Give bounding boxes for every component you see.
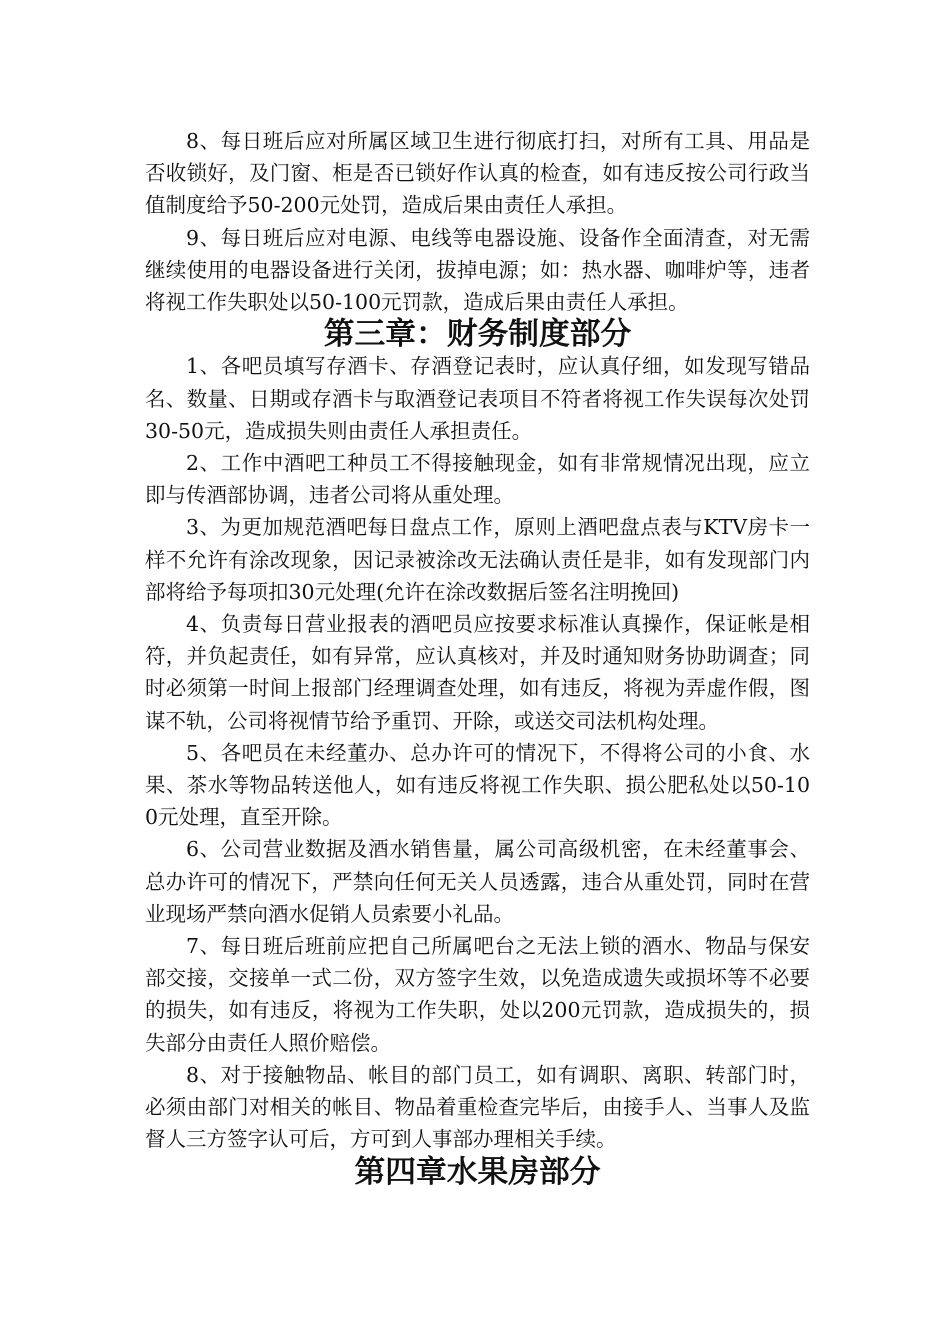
paragraph-item-9: 9、每日班后应对电源、电线等电器设施、设备作全面清查，对无需继续使用的电器设备进行关闭，拔掉电源；如：热水器、咖啡炉等，违者将视工作失职处以50-100元罚款，造成后果由责任人承担。 [145,225,810,315]
chapter-3-item-5: 5、各吧员在未经董办、总办许可的情况下，不得将公司的小食、水果、茶水等物品转送他人，如有违反将视工作失职、损公肥私处以50-100元处理，直至开除。 [145,740,810,830]
chapter-3-title: 第三章：财务制度部分 [323,316,632,353]
chapter-3-item-2: 2、工作中酒吧工种员工不得接触现金，如有非常规情况出现，应立即与传酒部协调，违者公司将从重处理。 [145,451,810,508]
chapter-3-item-7: 7、每日班后班前应把自己所属吧台之无法上锁的酒水、物品与保安部交接，交接单一式二份，双方签字生效，以免造成遗失或损坏等不必要的损失，如有违反，将视为工作失职，处以200元罚款，造成损失的，损失部分由责任人照价赔偿。 [145,934,810,1055]
paragraph-item-8: 8、每日班后应对所属区域卫生进行彻底打扫，对所有工具、用品是否收锁好，及门窗、柜是否已锁好作认真的检查，如有违反按公司行政当值制度给予50-200元处罚，造成后果由责任人承担。 [145,129,810,218]
chapter-3-item-3: 3、为更加规范酒吧每日盘点工作，原则上酒吧盘点表与KTV房卡一样不允许有涂改现象，因记录被涂改无法确认责任是非，如有发现部门内部将给予每项扣30元处理(允许在涂改数据后签名注明挽回) [145,515,810,604]
document-page [145,125,810,1188]
chapter-3-item-8: 8、对于接触物品、帐目的部门员工，如有调职、离职、转部门时，必须由部门对相关的帐目、物品着重检查完毕后，由接手人、当事人及监督人三方签字认可后，方可到人事部办理相关手续。 [145,1062,810,1152]
chapter-3-item-1: 1、各吧员填写存酒卡、存酒登记表时，应认真仔细，如发现写错品名、数量、日期或存酒卡与取酒登记表项目不符者将视工作失误每次处罚30-50元，造成损失则由责任人承担责任。 [145,354,810,443]
chapter-3-item-4: 4、负责每日营业报表的酒吧员应按要求标准认真操作，保证帐是相符，并负起责任，如有异常，应认真核对，并及时通知财务协助调查；同时必须第一时间上报部门经理调查处理，如有违反，将视为弄虚作假，图谋不轨，公司将视情节给予重罚、开除，或送交司法机构处理。 [145,612,810,733]
chapter-3-item-6: 6、公司营业数据及酒水销售量，属公司高级机密，在未经董事会、总办许可的情况下，严禁向任何无关人员透露，违合从重处罚，同时在营业现场严禁向酒水促销人员索要小礼品。 [145,837,810,926]
chapter-4-title: 第四章水果房部分 [354,1153,601,1190]
